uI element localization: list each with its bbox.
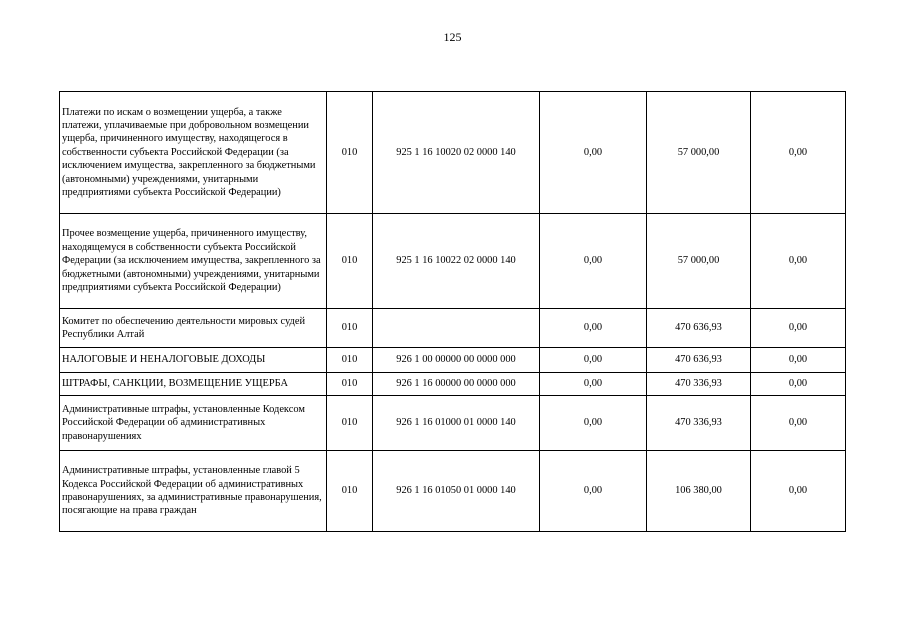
row-value-cell: 0,00 — [540, 92, 647, 214]
row-code-cell: 010 — [327, 451, 373, 532]
row-value-cell: 0,00 — [751, 396, 846, 451]
row-value-cell: 57 000,00 — [647, 214, 751, 309]
table-row — [60, 214, 846, 309]
row-value-cell: 0,00 — [540, 396, 647, 451]
row-value-cell: 0,00 — [751, 348, 846, 373]
table-row — [60, 309, 846, 348]
row-value-cell: 0,00 — [540, 214, 647, 309]
row-value-cell: 470 336,93 — [647, 373, 751, 396]
row-kbk-cell: 926 1 16 00000 00 0000 000 — [373, 373, 540, 396]
row-kbk-cell — [373, 309, 540, 348]
row-name-cell: Комитет по обеспечению деятельности мировых судей Республики Алтай — [60, 309, 327, 348]
budget-table — [59, 91, 846, 532]
row-kbk-cell: 926 1 16 01050 01 0000 140 — [373, 451, 540, 532]
row-code-cell: 010 — [327, 396, 373, 451]
row-name-cell: Административные штрафы, установленные Кодексом Российской Федерации об административных правонарушениях — [60, 396, 327, 451]
row-kbk-cell: 925 1 16 10020 02 0000 140 — [373, 92, 540, 214]
table-row — [60, 348, 846, 373]
row-value-cell: 0,00 — [540, 451, 647, 532]
row-value-cell: 0,00 — [751, 373, 846, 396]
row-value-cell: 0,00 — [540, 373, 647, 396]
row-name-cell: Платежи по искам о возмещении ущерба, а также платежи, уплачиваемые при добровольном возмещении ущерба, причиненного имуществу, находящегося в собственности субъекта Российской Федерации (за исключением имущества, закрепленного за бюджетными (автономными) учреждениями, унитарными предприятиями субъекта Российской Федерации) — [60, 92, 327, 214]
row-kbk-cell: 925 1 16 10022 02 0000 140 — [373, 214, 540, 309]
row-code-cell: 010 — [327, 348, 373, 373]
row-value-cell: 0,00 — [540, 309, 647, 348]
row-value-cell: 0,00 — [751, 451, 846, 532]
row-value-cell: 106 380,00 — [647, 451, 751, 532]
page-number: 125 — [443, 30, 462, 44]
row-value-cell: 57 000,00 — [647, 92, 751, 214]
table-row — [60, 373, 846, 396]
table-row — [60, 92, 846, 214]
row-name-cell: ШТРАФЫ, САНКЦИИ, ВОЗМЕЩЕНИЕ УЩЕРБА — [60, 373, 327, 396]
row-code-cell: 010 — [327, 92, 373, 214]
row-value-cell: 470 636,93 — [647, 309, 751, 348]
row-value-cell: 470 336,93 — [647, 396, 751, 451]
table-row — [60, 451, 846, 532]
row-value-cell: 470 636,93 — [647, 348, 751, 373]
row-kbk-cell: 926 1 00 00000 00 0000 000 — [373, 348, 540, 373]
row-name-cell: НАЛОГОВЫЕ И НЕНАЛОГОВЫЕ ДОХОДЫ — [60, 348, 327, 373]
row-value-cell: 0,00 — [751, 92, 846, 214]
row-value-cell: 0,00 — [751, 309, 846, 348]
row-code-cell: 010 — [327, 373, 373, 396]
row-code-cell: 010 — [327, 309, 373, 348]
row-name-cell: Прочее возмещение ущерба, причиненного имуществу, находящемуся в собственности субъекта Российской Федерации (за исключением имущества, закрепленного за бюджетными (автономными) учреждениями, унитарными предприятиями субъекта Российской Федерации) — [60, 214, 327, 309]
table-row — [60, 396, 846, 451]
row-value-cell: 0,00 — [751, 214, 846, 309]
row-name-cell: Административные штрафы, установленные главой 5 Кодекса Российской Федерации об административных правонарушениях, за административные правонарушения, посягающие на права граждан — [60, 451, 327, 532]
row-value-cell: 0,00 — [540, 348, 647, 373]
row-kbk-cell: 926 1 16 01000 01 0000 140 — [373, 396, 540, 451]
row-code-cell: 010 — [327, 214, 373, 309]
